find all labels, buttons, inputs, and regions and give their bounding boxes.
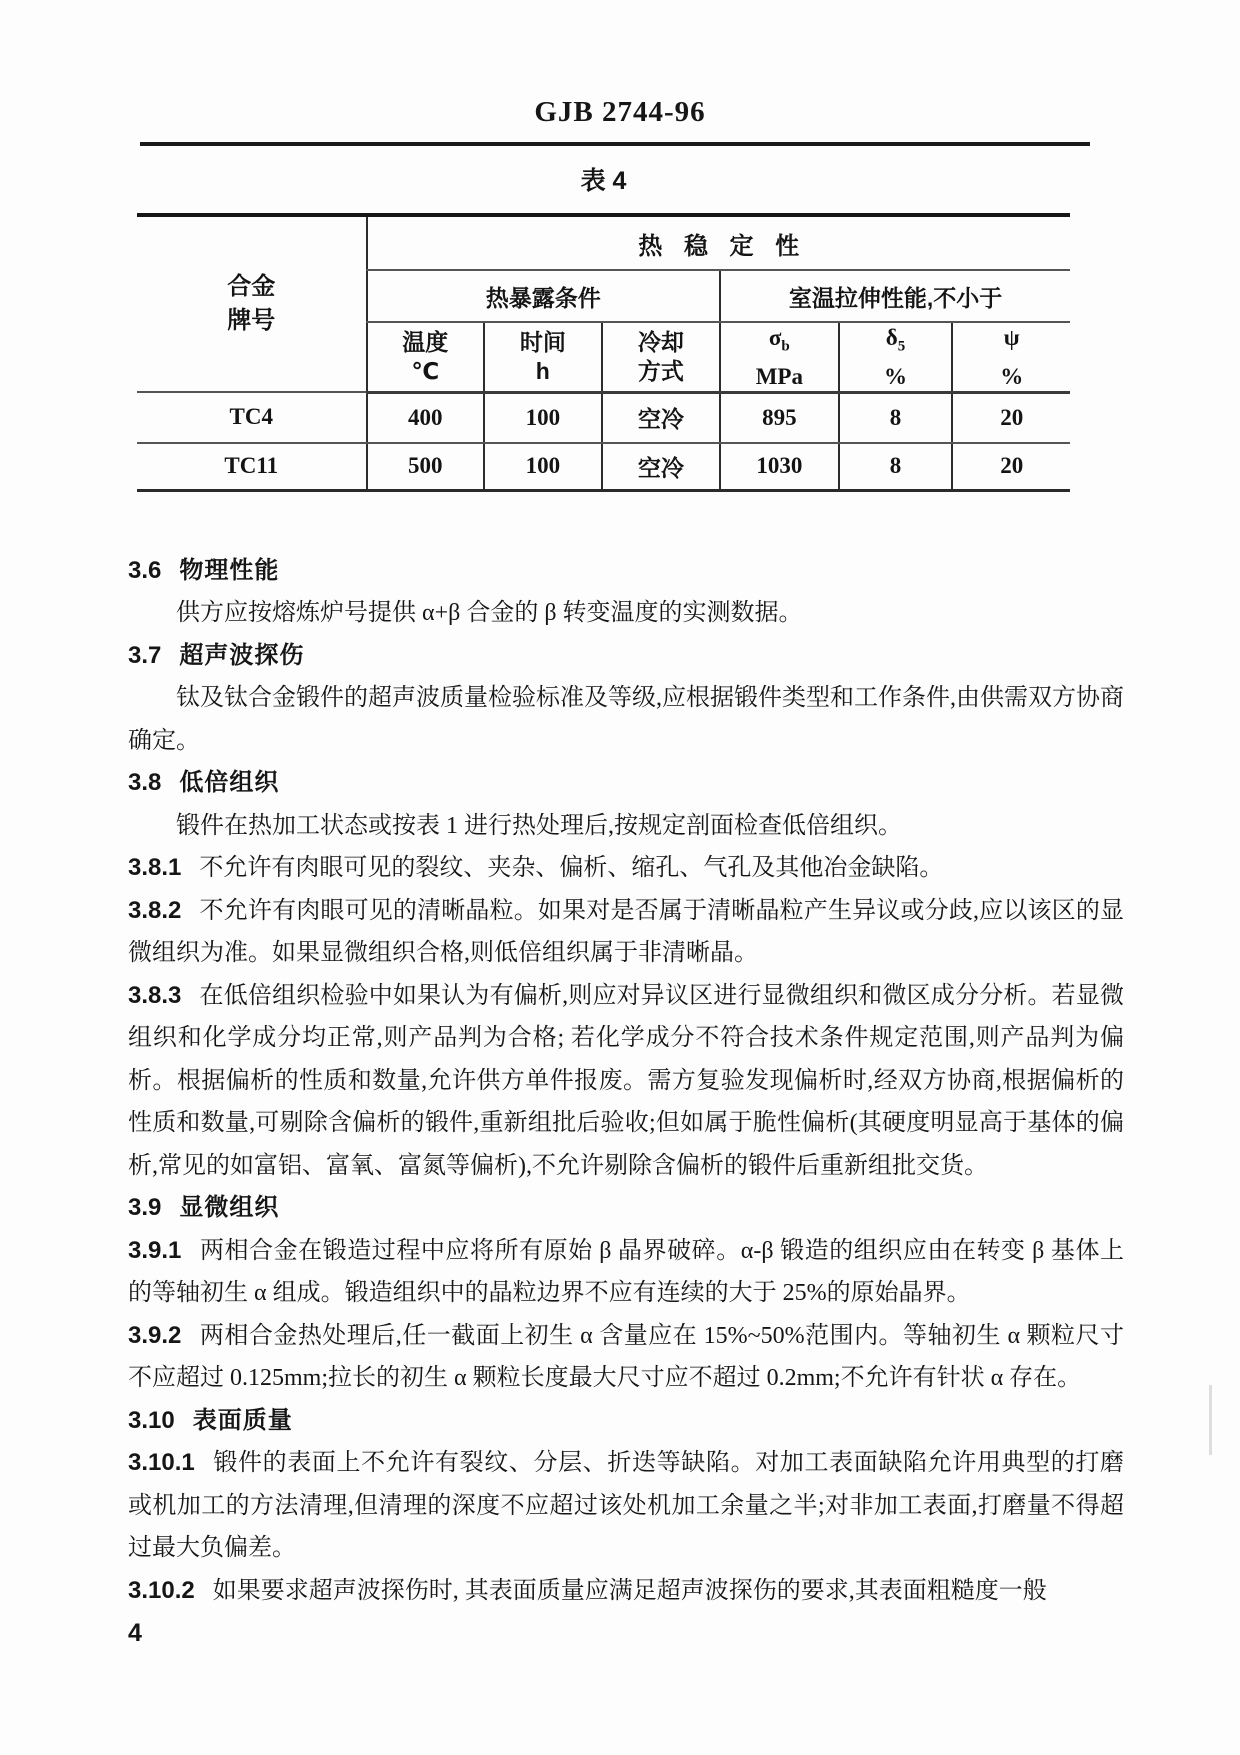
clause: 3.9.2 两相合金热处理后,任一截面上初生 α 含量应在 15%~50%范围内。等轴初生 α 颗粒尺寸不应超过 0.125mm;拉长的初生 α 颗粒长度最大尺寸应不超过 0.2mm;不允许有针状 α 存在。: [128, 1321, 1124, 1392]
paragraph: 锻件在热加工状态或按表 1 进行热处理后,按规定剖面检查低倍组织。: [176, 812, 902, 839]
table-row: [137, 392, 1070, 443]
header-psi: ψ %: [952, 322, 1070, 392]
data-cell: 8: [839, 392, 953, 443]
table-row: [137, 443, 1070, 491]
section-heading: 3.9 显微组织: [128, 1194, 280, 1222]
clause-text: 锻件的表面上不允许有裂纹、分层、折迭等缺陷。对加工表面缺陷允许用典型的打磨或机加工的方法清理,但清理的深度不应超过该处机加工余量之半;对非加工表面,打磨量不得超过最大负偏差。: [128, 1450, 1124, 1562]
header-sigma-b: $\sigma_b$ MPa: [720, 322, 838, 392]
paragraph: 钛及钛合金锻件的超声波质量检验标准及等级,应根据锻件类型和工作条件,由供需双方协商确定。: [128, 685, 1124, 754]
header-cooling-method: 冷却 方式: [602, 322, 720, 392]
section-heading: 3.6 物理性能: [128, 556, 280, 584]
data-cell: 空冷: [602, 392, 720, 443]
scan-artifact: [1209, 1385, 1212, 1455]
data-cell: 400: [367, 392, 485, 443]
table-caption: 表 4: [580, 167, 627, 195]
section-heading: 3.7 超声波探伤: [128, 641, 305, 669]
data-cell: 500: [367, 443, 485, 491]
data-cell: 20: [952, 443, 1070, 491]
thermal-stability-table: [137, 213, 1070, 492]
paragraph: 供方应按熔炼炉号提供 α+β 合金的 β 转变温度的实测数据。: [176, 600, 803, 627]
section-heading: 3.10 表面质量: [128, 1406, 293, 1434]
data-cell: 100: [484, 392, 602, 443]
clause: 3.8.1 不允许有肉眼可见的裂纹、夹杂、偏析、缩孔、气孔及其他冶金缺陷。: [128, 854, 944, 882]
body-text: [128, 550, 1124, 1655]
clause: 3.10.1 锻件的表面上不允许有裂纹、分层、折迭等缺陷。对加工表面缺陷允许用典型的打磨或机加工的方法清理,但清理的深度不应超过该处机加工余量之半;对非加工表面,打磨量不得超过最大负偏差。: [128, 1449, 1124, 1562]
corner-header-alloy-grade: 合金 牌号: [137, 215, 367, 392]
data-cell: 1030: [720, 443, 838, 491]
data-cell: 895: [720, 392, 838, 443]
clause: 3.8.3 在低倍组织检验中如果认为有偏析,则应对异议区进行显微组织和微区成分分析。若显微组织和化学成分均正常,则产品判为合格; 若化学成分不符合技术条件规定范围,则产品判为偏析。根据偏析的性质和数量,允许供方单件报废。需方复验发现偏析时,经双方协商,根据偏析的性质和数量,可剔除含偏析的锻件,重新组批后验收;但如属于脆性偏析(其硬度明显高于基体的偏析,常见的如富铝、富氧、富氮等偏析),不允许剔除含偏析的锻件后重新组批交货。: [128, 981, 1124, 1179]
clause-text: 两相合金热处理后,任一截面上初生 α 含量应在 15%~50%范围内。等轴初生 α 颗粒尺寸不应超过 0.125mm;拉长的初生 α 颗粒长度最大尺寸应不超过 0.2mm;不允许有针状 α 存在。: [128, 1322, 1124, 1392]
data-cell: 8: [839, 443, 953, 491]
header-divider: [140, 142, 1090, 146]
clause: 3.8.2 不允许有肉眼可见的清晰晶粒。如果对是否属于清晰晶粒产生异议或分歧,应以该区的显微组织为准。如果显微组织合格,则低倍组织属于非清晰晶。: [128, 896, 1124, 967]
alloy-cell: TC4: [137, 392, 367, 443]
data-cell: 20: [952, 392, 1070, 443]
header-thermal-stability: 热稳定性: [367, 215, 1070, 270]
data-cell: 空冷: [602, 443, 720, 491]
clause-text: 两相合金在锻造过程中应将所有原始 β 晶界破碎。α-β 锻造的组织应由在转变 β 基体上的等轴初生 α 组成。锻造组织中的晶粒边界不应有连续的大于 25%的原始晶界。: [128, 1237, 1124, 1307]
header-room-temp-tensile: 室温拉伸性能,不小于: [720, 270, 1070, 322]
alloy-cell: TC11: [224, 453, 279, 479]
clause-text: 如果要求超声波探伤时, 其表面质量应满足超声波探伤的要求,其表面粗糙度一般: [212, 1577, 1047, 1604]
page-number: 4: [128, 1619, 142, 1648]
clause-text: 不允许有肉眼可见的裂纹、夹杂、偏析、缩孔、气孔及其他冶金缺陷。: [199, 855, 944, 882]
header-time: 时间 h: [484, 322, 602, 392]
header-heat-exposure: 热暴露条件: [367, 270, 721, 322]
standard-number-header: GJB 2744-96: [534, 96, 706, 128]
clause: 3.10.2 如果要求超声波探伤时, 其表面质量应满足超声波探伤的要求,其表面粗糙度一般: [128, 1576, 1047, 1604]
section-heading: 3.8 低倍组织: [128, 769, 280, 797]
clause: 3.9.1 两相合金在锻造过程中应将所有原始 β 晶界破碎。α-β 锻造的组织应由在转变 β 基体上的等轴初生 α 组成。锻造组织中的晶粒边界不应有连续的大于 25%的原始晶界。: [128, 1236, 1124, 1307]
clause-text: 不允许有肉眼可见的清晰晶粒。如果对是否属于清晰晶粒产生异议或分歧,应以该区的显微组织为准。如果显微组织合格,则低倍组织属于非清晰晶。: [128, 897, 1124, 967]
header-delta-5: $\delta_5$ %: [839, 322, 953, 392]
data-cell: 100: [484, 443, 602, 491]
header-temperature: 温度 ℃: [367, 322, 485, 392]
clause-text: 在低倍组织检验中如果认为有偏析,则应对异议区进行显微组织和微区成分分析。若显微组织和化学成分均正常,则产品判为合格; 若化学成分不符合技术条件规定范围,则产品判为偏析。根据偏析的性质和数量,允许供方单件报废。需方复验发现偏析时,经双方协商,根据偏析的性质和数量,可剔除含偏析的锻件,重新组批后验收;但如属于脆性偏析(其硬度明显高于基体的偏析,常见的如富铝、富氧、富氮等偏析),不允许剔除含偏析的锻件后重新组批交货。: [128, 982, 1124, 1179]
